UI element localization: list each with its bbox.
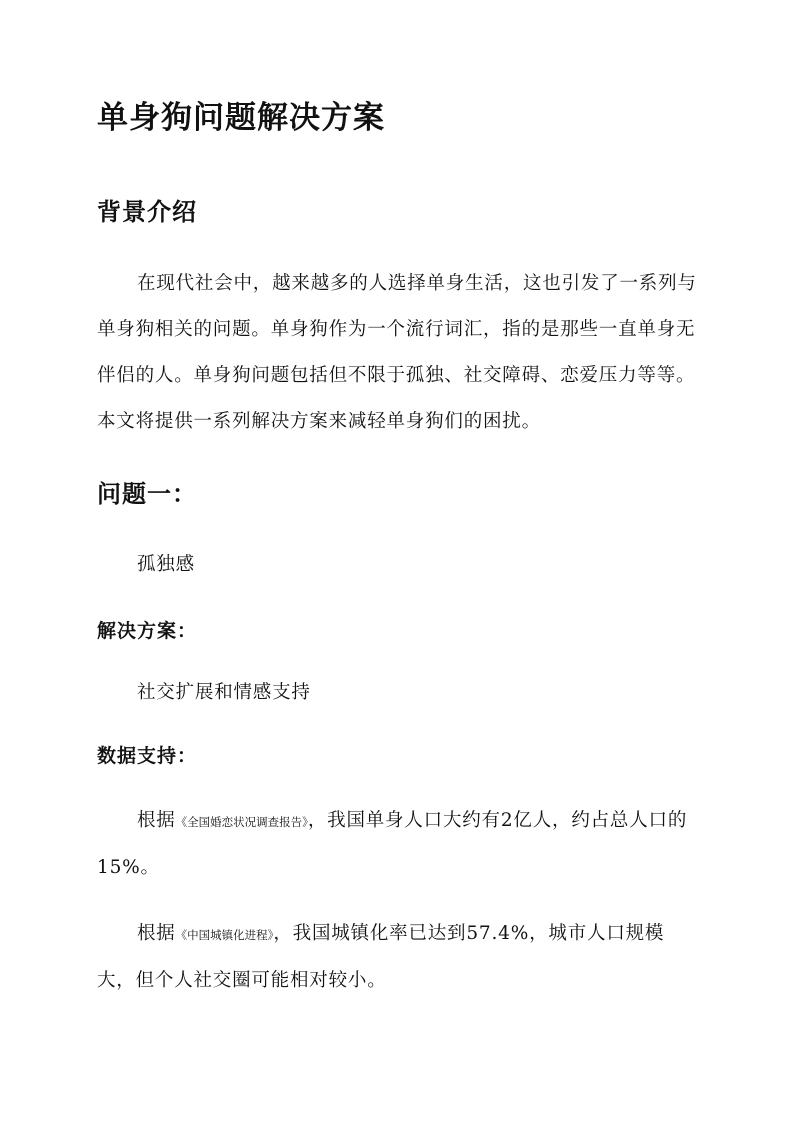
background-paragraph: 在现代社会中，越来越多的人选择单身生活，这也引发了一系列与单身狗相关的问题。单身狗作为一个流行词汇，指的是那些一直单身无伴侣的人。单身狗问题包括但不限于孤独、社交障碍、恋爱压力等等。本文将提供一系列解决方案来减轻单身狗们的困扰。 — [97, 273, 697, 432]
data-1-source: 《全国婚恋状况调查报告》 — [175, 815, 308, 829]
data-support-paragraph-1 — [97, 798, 697, 891]
problem-1-description: 孤独感 — [137, 554, 195, 575]
data-support-paragraph-2 — [97, 911, 697, 1004]
data-1-text: ，我国单身人口大约有2亿人，约占总人口的15%。 — [97, 810, 688, 878]
section-heading-background: 背景介绍 — [97, 197, 197, 226]
data-support-heading: 数据支持： — [97, 745, 198, 767]
data-2-prefix: 根据 — [137, 923, 176, 944]
solution-heading: 解决方案： — [97, 620, 198, 642]
data-2-source: 《中国城镇化进程》 — [175, 928, 274, 942]
data-2-text: ，我国城镇化率已达到57.4%，城市人口规模大，但个人社交圈可能相对较小。 — [97, 923, 665, 991]
solution-text: 社交扩展和情感支持 — [137, 682, 311, 703]
document-title: 单身狗问题解决方案 — [97, 100, 385, 136]
data-1-prefix: 根据 — [137, 810, 176, 831]
section-heading-problem-1: 问题一： — [97, 479, 197, 508]
